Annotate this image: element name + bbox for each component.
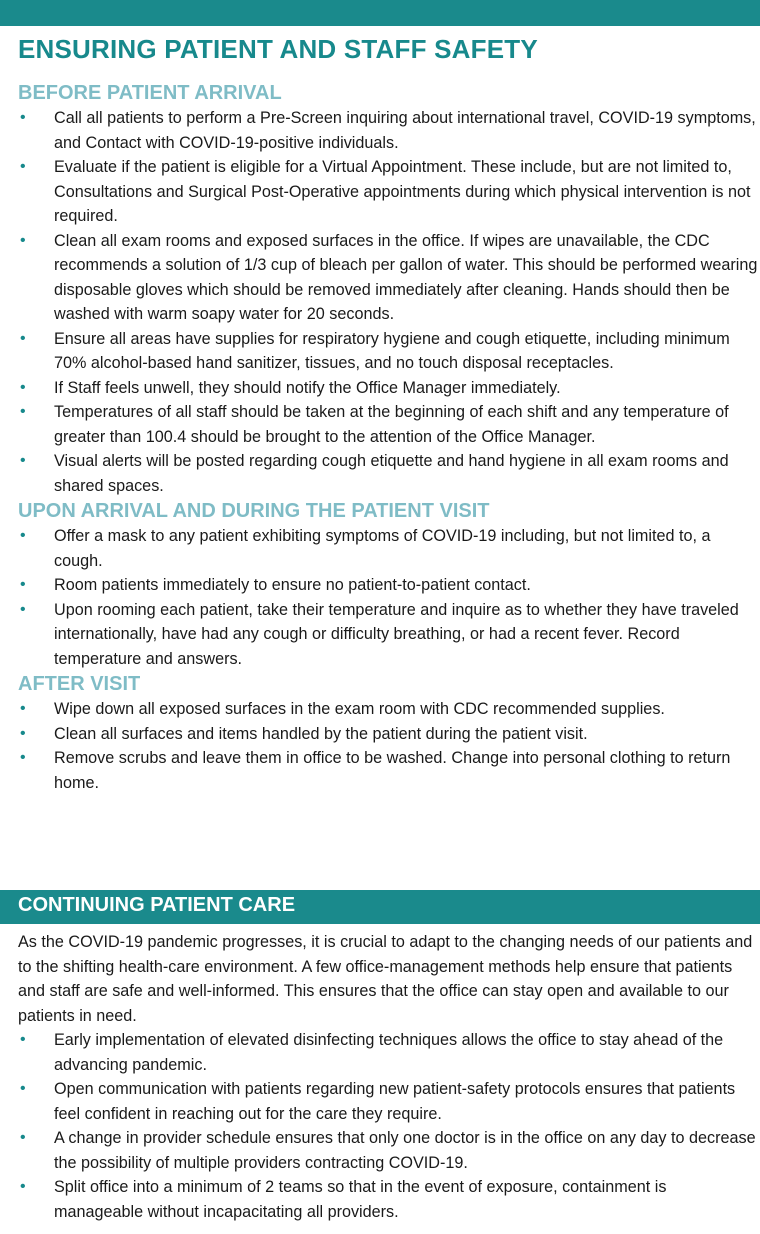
bullet-icon: • xyxy=(20,329,26,347)
list-item-text: Clean all exam rooms and exposed surfaces in the office. If wipes are unavailable, the CDC recommends a solution of 1/3 cup of bleach per gallon of water. This should be performed wearing disposable gloves which should be removed immediately after cleaning. Hands should then be washed with warm soapy water for 20 seconds. xyxy=(54,231,758,323)
continuing-care-banner xyxy=(0,890,760,924)
list-item-text: Clean all surfaces and items handled by the patient during the patient visit. xyxy=(54,724,588,743)
list-item xyxy=(18,449,760,498)
bullet-icon: • xyxy=(20,600,26,618)
list-item xyxy=(18,1028,760,1077)
during-visit-list xyxy=(18,524,760,671)
bullet-icon: • xyxy=(20,1080,26,1097)
list-item xyxy=(18,106,760,155)
bullet-icon: • xyxy=(20,109,26,126)
list-item-text: Ensure all areas have supplies for respiratory hygiene and cough etiquette, including minimum 70% alcohol-based hand sanitizer, tissues, and no touch disposal receptacles. xyxy=(54,329,730,372)
bullet-icon: • xyxy=(20,527,26,544)
list-item xyxy=(18,229,760,327)
list-item xyxy=(18,746,760,795)
after-visit-list xyxy=(18,697,760,795)
continuing-care-list xyxy=(18,1028,760,1224)
safety-sections xyxy=(18,80,760,795)
continuing-care-intro: As the COVID-19 pandemic progresses, it is crucial to adapt to the changing needs of our patients and to the shifting health-care environment. A few office-management methods help ensure that patients and staff are safe and well-informed. This ensures that the office can stay open and available to our patients in need. xyxy=(18,933,753,1025)
bullet-icon: • xyxy=(20,576,26,593)
list-item-text: Remove scrubs and leave them in office to be washed. Change into personal clothing to return home. xyxy=(54,749,731,792)
list-item xyxy=(18,573,760,598)
list-item-text: Room patients immediately to ensure no patient-to-patient contact. xyxy=(54,576,531,594)
list-item-text: Temperatures of all staff should be taken at the beginning of each shift and any temperature of greater than 100.4 should be brought to the attention of the Office Manager. xyxy=(54,403,729,446)
list-item-text: Visual alerts will be posted regarding cough etiquette and hand hygiene in all exam rooms and shared spaces. xyxy=(54,452,729,495)
list-item xyxy=(18,376,760,401)
bullet-icon: • xyxy=(20,158,26,175)
list-item-text: Split office into a minimum of 2 teams so that in the event of exposure, containment is manageable without incapacitating all providers. xyxy=(54,1178,667,1221)
list-item xyxy=(18,524,760,573)
list-item-text: A change in provider schedule ensures that only one doctor is in the office on any day to decrease the possibility of multiple providers contracting COVID-19. xyxy=(54,1129,756,1172)
bullet-icon: • xyxy=(20,378,26,396)
list-item-text: Call all patients to perform a Pre-Screen inquiring about international travel, COVID-19 symptoms, and Contact with COVID-19-positive individuals. xyxy=(54,109,756,152)
bullet-icon: • xyxy=(20,749,26,766)
top-accent-bar xyxy=(0,0,760,26)
list-item xyxy=(18,722,760,747)
bullet-icon: • xyxy=(20,724,26,742)
section-heading-after-visit: AFTER VISIT xyxy=(18,673,141,695)
list-item xyxy=(18,155,760,229)
continuing-care-section xyxy=(18,930,760,1224)
bullet-icon: • xyxy=(20,1031,26,1048)
section-heading-continuing-care: CONTINUING PATIENT CARE xyxy=(18,894,296,916)
bullet-icon: • xyxy=(20,231,26,249)
list-item xyxy=(18,327,760,376)
list-item xyxy=(18,400,760,449)
list-item-text: Open communication with patients regarding new patient-safety protocols ensures that patients feel confident in reaching out for the care they require. xyxy=(54,1080,736,1123)
before-arrival-list xyxy=(18,106,760,498)
list-item-text: If Staff feels unwell, they should notify the Office Manager immediately. xyxy=(54,378,561,397)
bullet-icon: • xyxy=(20,1178,26,1195)
bullet-icon: • xyxy=(20,1129,26,1146)
list-item-text: Wipe down all exposed surfaces in the exam room with CDC recommended supplies. xyxy=(54,700,665,718)
section-heading-before-arrival: BEFORE PATIENT ARRIVAL xyxy=(18,82,282,104)
list-item xyxy=(18,598,760,672)
list-item xyxy=(18,697,760,722)
bullet-icon: • xyxy=(20,700,26,717)
list-item xyxy=(18,1077,760,1126)
list-item xyxy=(18,1126,760,1175)
bullet-icon: • xyxy=(20,452,26,469)
bullet-icon: • xyxy=(20,403,26,420)
page-title: ENSURING PATIENT AND STAFF SAFETY xyxy=(18,34,538,64)
list-item-text: Upon rooming each patient, take their temperature and inquire as to whether they have traveled internationally, have had any cough or difficulty breathing, or had a recent fever. Record temperature and answers. xyxy=(54,600,739,668)
list-item-text: Offer a mask to any patient exhibiting symptoms of COVID-19 including, but not limited to, a cough. xyxy=(54,527,711,570)
list-item-text: Early implementation of elevated disinfecting techniques allows the office to stay ahead of the advancing pandemic. xyxy=(54,1031,724,1074)
section-heading-during-visit: UPON ARRIVAL AND DURING THE PATIENT VISIT xyxy=(18,500,490,522)
list-item xyxy=(18,1175,760,1224)
list-item-text: Evaluate if the patient is eligible for a Virtual Appointment. These include, but are not limited to, Consultations and Surgical Post-Operative appointments during which physical intervention is not required. xyxy=(54,158,751,225)
